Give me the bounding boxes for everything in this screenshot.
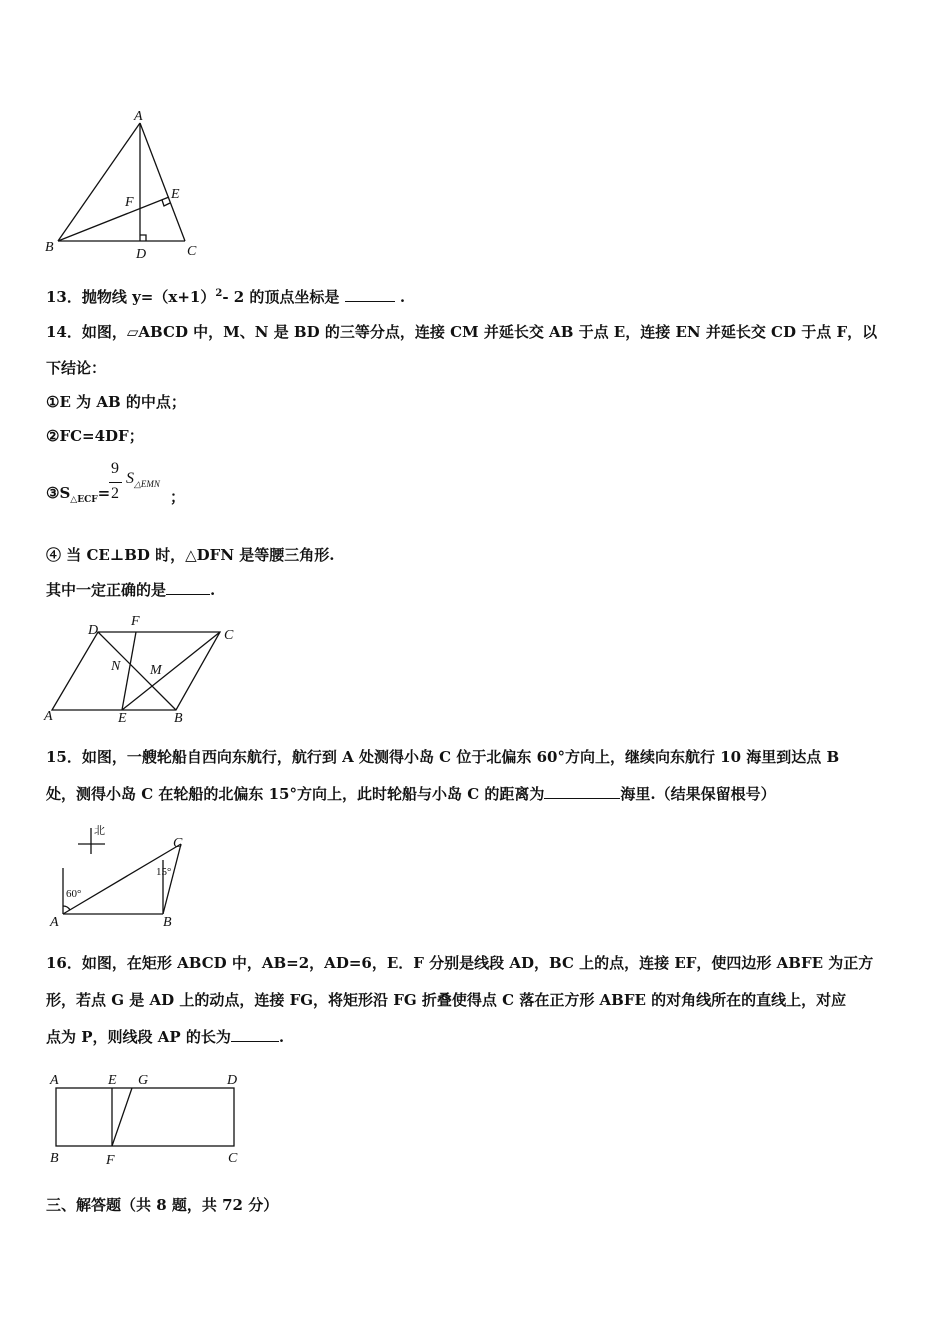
c3-prefix: ③S	[46, 484, 71, 502]
label-c: C	[173, 836, 183, 851]
triangle-figure-1	[40, 108, 210, 263]
label-c: C	[224, 628, 234, 643]
c3-sub: △ECF	[70, 495, 98, 505]
label-m: M	[150, 663, 162, 678]
q15-line1: 15．如图，一艘轮船自西向东航行，航行到 A 处测得小岛 C 位于北偏东 60°方向上，继续向东航行 10 海里到达点 B	[46, 748, 840, 766]
q14-conclusion-2: ②FC=4DF；	[46, 427, 144, 445]
q15-line2: 处，测得小岛 C 在轮船的北偏东 15°方向上，此时轮船与小岛 C 的距离为 海里.（结果保留根号）	[46, 785, 776, 803]
label-f: F	[131, 614, 140, 629]
q13-exponent: 2	[215, 288, 223, 299]
label-60: 60°	[66, 888, 82, 900]
label-c: C	[228, 1151, 238, 1166]
label-b: B	[50, 1151, 59, 1166]
q16-line2: 形，若点 G 是 AD 上的动点，连接 FG，将矩形沿 FG 折叠使得点 C 落在正方形 ABFE 的对角线所在的直线上，对应	[46, 991, 847, 1009]
q13-rest: - 2 的顶点坐标是	[222, 288, 340, 306]
label-g: G	[138, 1073, 149, 1088]
c3-fraction-bar	[109, 482, 122, 483]
c3-eq: =	[97, 484, 111, 502]
q16-line3: 点为 P，则线段 AP 的长为 .	[46, 1028, 285, 1046]
label-a: A	[50, 1073, 59, 1088]
q14-answer-blank[interactable]	[166, 582, 210, 595]
question-13	[46, 286, 405, 307]
c3-denominator: 2	[111, 485, 119, 502]
section-3-heading: 三、解答题（共 8 题，共 72 分）	[46, 1196, 279, 1214]
label-d: D	[136, 247, 147, 262]
label-a: A	[44, 709, 53, 724]
label-b: B	[174, 711, 183, 724]
q14-prompt: 其中一定正确的是 .	[46, 581, 216, 599]
label-a: A	[134, 109, 143, 124]
navigation-figure	[45, 820, 195, 932]
label-f: F	[106, 1153, 115, 1168]
label-f: F	[125, 195, 134, 210]
rectangle-figure	[42, 1066, 247, 1168]
q14-conclusion-1: ①E 为 AB 的中点；	[46, 393, 186, 411]
q14-conclusion-4: ④ 当 CE⊥BD 时，△DFN 是等腰三角形.	[46, 546, 335, 564]
label-e: E	[118, 711, 127, 724]
q14-conclusion-3	[46, 484, 110, 505]
q13-text: 13．抛物线 y=（x+1）	[46, 288, 216, 306]
q13-answer-blank[interactable]	[345, 289, 395, 302]
label-e: E	[108, 1073, 117, 1088]
label-15: 15°	[156, 866, 172, 878]
c3-end: ；	[170, 488, 186, 506]
c3-area-s: $S_{\triangle EMN}$	[126, 470, 160, 490]
label-b: B	[45, 240, 54, 255]
q16-line1: 16．如图，在矩形 ABCD 中，AB=2，AD=6，E．F 分别是线段 AD，BC 上的点，连接 EF，使四边形 ABFE 为正方	[46, 954, 874, 972]
label-d: D	[227, 1073, 238, 1088]
q14-line1: 14．如图，▱ABCD 中，M、N 是 BD 的三等分点，连接 CM 并延长交 AB 于点 E，连接 EN 并延长交 CD 于点 F，以	[46, 323, 878, 341]
label-c: C	[187, 244, 197, 259]
q15-answer-blank[interactable]	[544, 786, 620, 799]
parallelogram-figure	[40, 612, 245, 724]
q13-end: .	[394, 288, 406, 306]
label-d: D	[88, 623, 99, 638]
c3-numerator: 9	[111, 460, 119, 477]
label-n: N	[111, 659, 121, 674]
label-b: B	[163, 915, 172, 930]
q16-answer-blank[interactable]	[231, 1029, 279, 1042]
label-e: E	[171, 187, 180, 202]
label-a: A	[50, 915, 59, 930]
label-north: 北	[94, 825, 105, 837]
q14-line2: 下结论：	[46, 359, 107, 377]
